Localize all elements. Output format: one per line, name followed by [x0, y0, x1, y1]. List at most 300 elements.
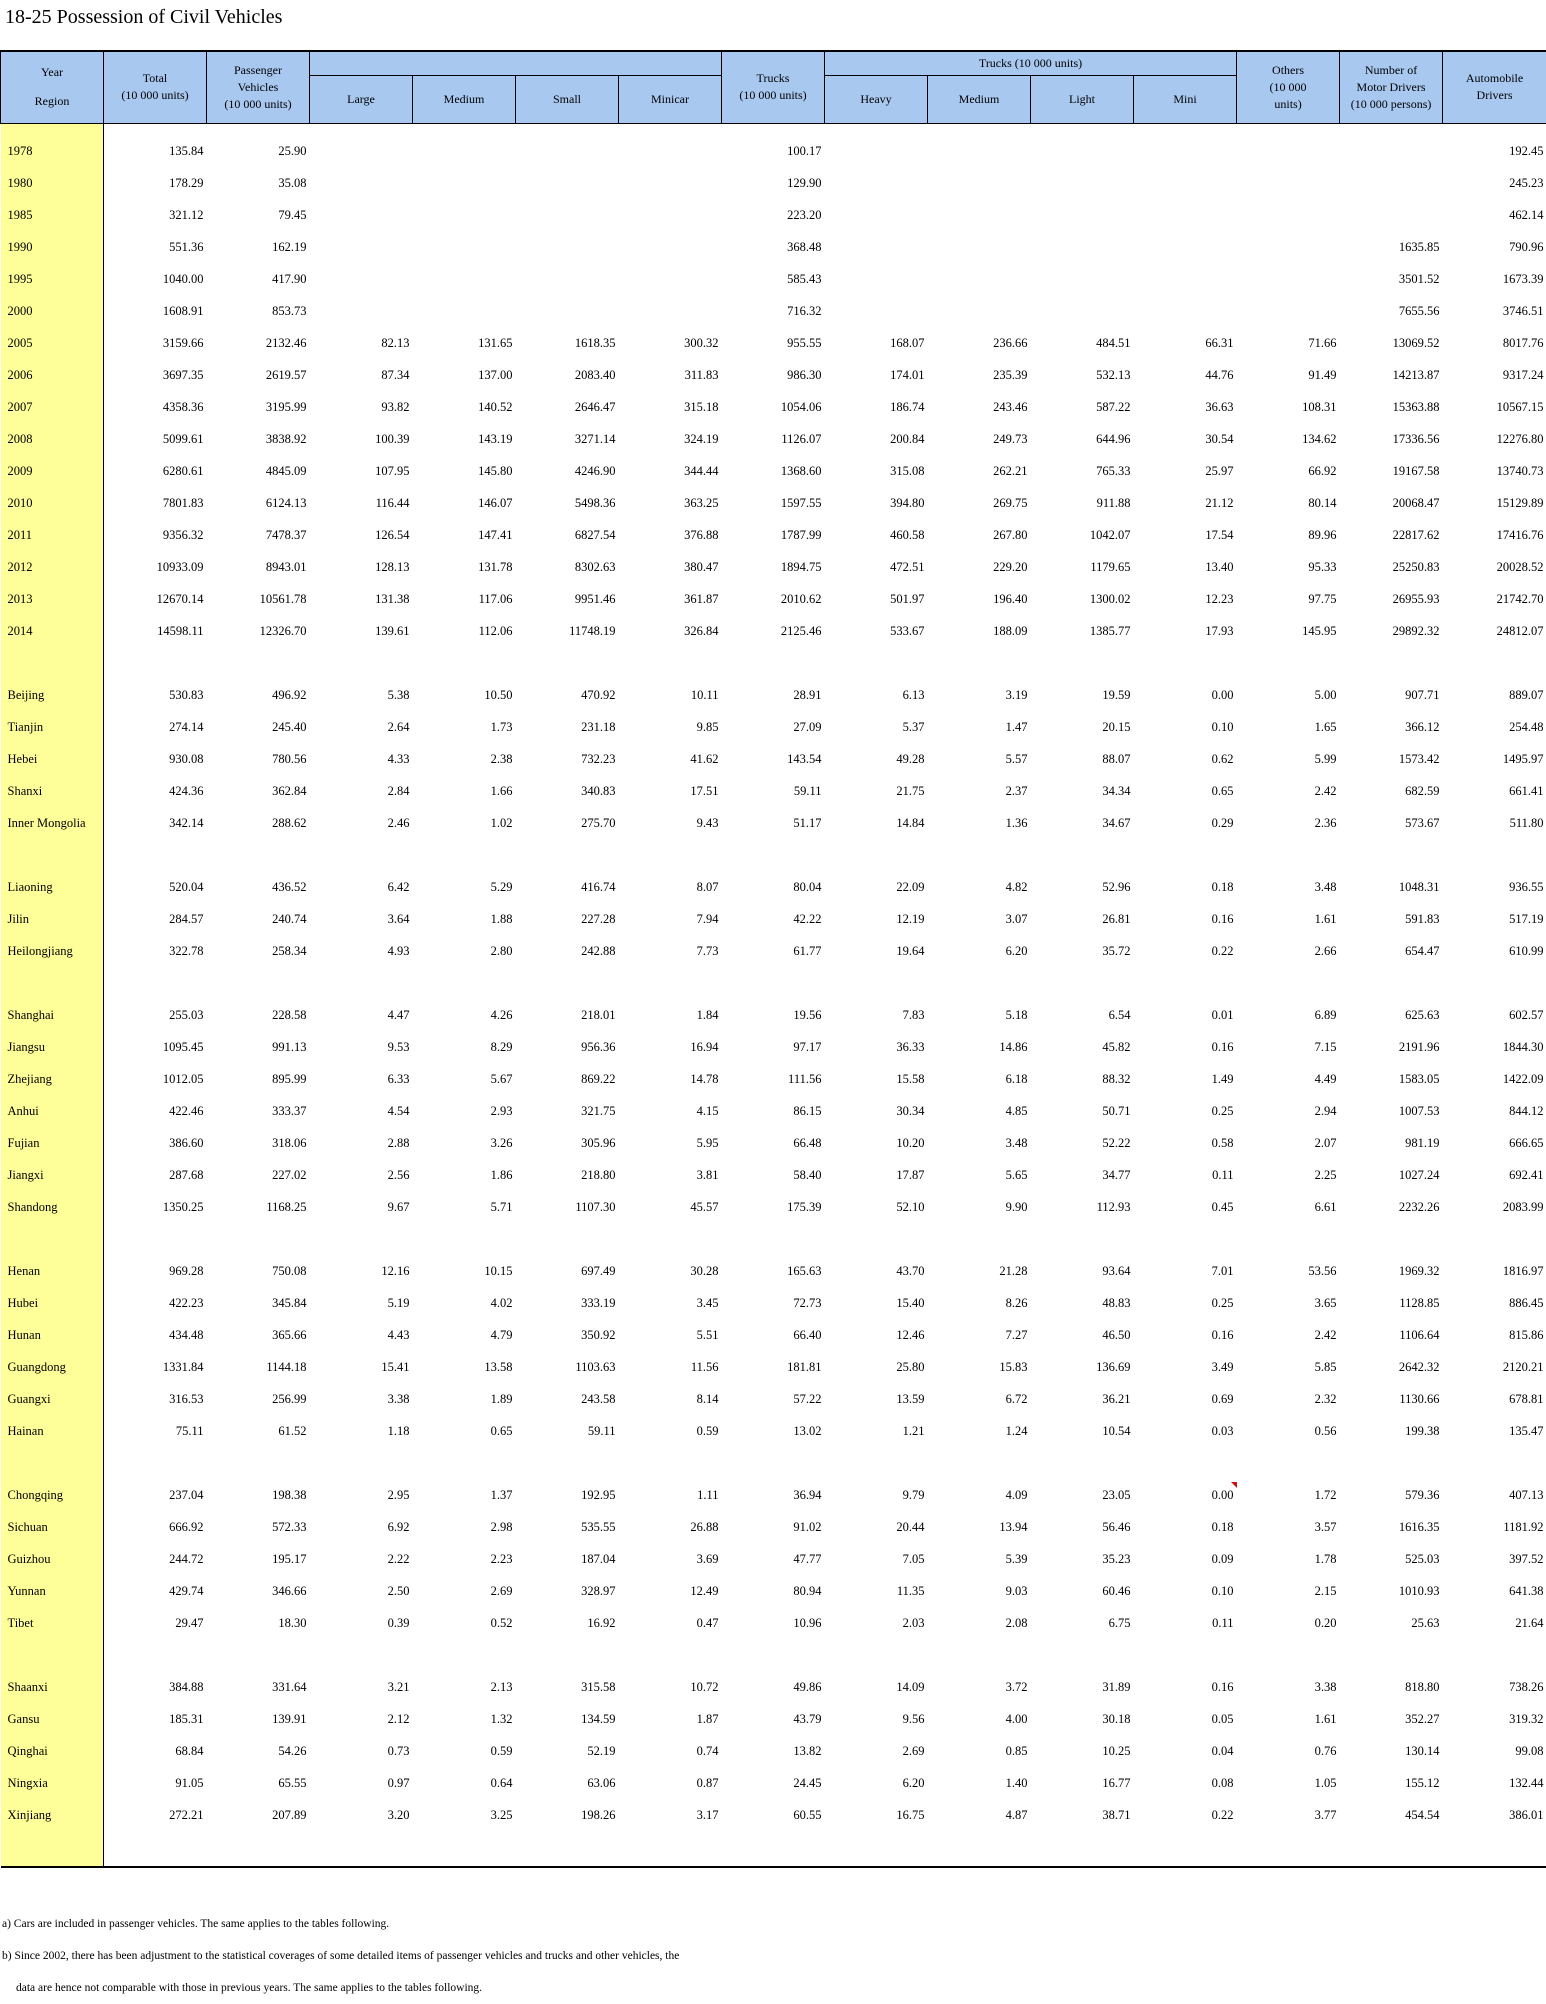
cell-mini: 0.08 [1134, 1768, 1237, 1800]
cell-light: 93.64 [1031, 1256, 1134, 1288]
cell-small: 328.97 [516, 1576, 619, 1608]
cell-label: Hebei [1, 744, 104, 776]
cell-minicar [619, 296, 722, 328]
cell-label: Anhui [1, 1096, 104, 1128]
cell-large: 5.19 [310, 1288, 413, 1320]
cell-trucks: 13.02 [722, 1416, 825, 1448]
cell-small: 218.80 [516, 1160, 619, 1192]
cell-others: 1.05 [1237, 1768, 1340, 1800]
cell-automobile-drivers: 2120.21 [1443, 1352, 1546, 1384]
cell-light: 532.13 [1031, 360, 1134, 392]
cell-medium: 112.06 [413, 616, 516, 648]
cell-automobile-drivers: 844.12 [1443, 1096, 1546, 1128]
cell-passenger-vehicles: 362.84 [207, 776, 310, 808]
header-trucks-group: Trucks (10 000 units) [825, 51, 1237, 75]
cell-truck-medium: 4.00 [928, 1704, 1031, 1736]
cell-heavy: 533.67 [825, 616, 928, 648]
cell-truck-medium: 269.75 [928, 488, 1031, 520]
cell-others: 2.25 [1237, 1160, 1340, 1192]
cell-motor-drivers: 1048.31 [1340, 872, 1443, 904]
spacer-row [1, 648, 1546, 680]
cell-trucks: 165.63 [722, 1256, 825, 1288]
cell-others: 2.42 [1237, 776, 1340, 808]
cell-medium: 137.00 [413, 360, 516, 392]
cell-light: 1300.02 [1031, 584, 1134, 616]
cell-passenger-vehicles: 3195.99 [207, 392, 310, 424]
cell-total: 5099.61 [104, 424, 207, 456]
cell-truck-medium [928, 136, 1031, 168]
cell-total: 255.03 [104, 1000, 207, 1032]
cell-label: Tianjin [1, 712, 104, 744]
cell-heavy [825, 200, 928, 232]
cell-others: 2.66 [1237, 936, 1340, 968]
cell-label: Yunnan [1, 1576, 104, 1608]
cell-medium [413, 136, 516, 168]
cell-trucks: 1368.60 [722, 456, 825, 488]
cell-large: 4.33 [310, 744, 413, 776]
cell-small: 9951.46 [516, 584, 619, 616]
cell-heavy: 20.44 [825, 1512, 928, 1544]
cell-medium: 1.32 [413, 1704, 516, 1736]
cell-total: 91.05 [104, 1768, 207, 1800]
cell-label: 2005 [1, 328, 104, 360]
cell-medium: 1.88 [413, 904, 516, 936]
cell-automobile-drivers: 99.08 [1443, 1736, 1546, 1768]
cell-heavy: 15.40 [825, 1288, 928, 1320]
cell-passenger-vehicles: 240.74 [207, 904, 310, 936]
cell-heavy: 394.80 [825, 488, 928, 520]
cell-heavy: 174.01 [825, 360, 928, 392]
cell-passenger-vehicles: 895.99 [207, 1064, 310, 1096]
cell-small: 2083.40 [516, 360, 619, 392]
cell-others: 66.92 [1237, 456, 1340, 488]
cell-motor-drivers: 1027.24 [1340, 1160, 1443, 1192]
footnote-b-continued: data are hence not comparable with those in previous years. The same applies to the tables following. [2, 1972, 679, 2004]
cell-minicar: 11.56 [619, 1352, 722, 1384]
cell-heavy: 11.35 [825, 1576, 928, 1608]
cell-passenger-vehicles: 7478.37 [207, 520, 310, 552]
cell-others: 71.66 [1237, 328, 1340, 360]
table-row [1, 1768, 1546, 1800]
cell-large: 3.21 [310, 1672, 413, 1704]
cell-light [1031, 200, 1134, 232]
cell-heavy: 315.08 [825, 456, 928, 488]
cell-motor-drivers: 1007.53 [1340, 1096, 1443, 1128]
cell-automobile-drivers: 692.41 [1443, 1160, 1546, 1192]
cell-trucks: 36.94 [722, 1480, 825, 1512]
cell-others: 4.49 [1237, 1064, 1340, 1096]
cell-others: 1.61 [1237, 904, 1340, 936]
cell-total: 1095.45 [104, 1032, 207, 1064]
cell-heavy: 12.46 [825, 1320, 928, 1352]
table-header [1, 51, 1546, 123]
cell-automobile-drivers: 936.55 [1443, 872, 1546, 904]
cell-heavy: 501.97 [825, 584, 928, 616]
cell-heavy: 5.37 [825, 712, 928, 744]
cell-truck-medium: 188.09 [928, 616, 1031, 648]
cell-small: 6827.54 [516, 520, 619, 552]
cell-mini [1134, 264, 1237, 296]
cell-total: 321.12 [104, 200, 207, 232]
cell-small: 350.92 [516, 1320, 619, 1352]
header-light: Light [1031, 75, 1134, 123]
cell-large: 3.64 [310, 904, 413, 936]
cell-total: 930.08 [104, 744, 207, 776]
cell-large: 128.13 [310, 552, 413, 584]
cell-total: 520.04 [104, 872, 207, 904]
cell-heavy: 14.84 [825, 808, 928, 840]
cell-motor-drivers: 2642.32 [1340, 1352, 1443, 1384]
cell-automobile-drivers: 1495.97 [1443, 744, 1546, 776]
cell-automobile-drivers: 1673.39 [1443, 264, 1546, 296]
cell-automobile-drivers: 610.99 [1443, 936, 1546, 968]
table-row [1, 1576, 1546, 1608]
cell-automobile-drivers: 386.01 [1443, 1800, 1546, 1832]
table-row [1, 424, 1546, 456]
cell-label: Sichuan [1, 1512, 104, 1544]
cell-label: 1990 [1, 232, 104, 264]
cell-heavy [825, 264, 928, 296]
cell-large [310, 200, 413, 232]
cell-trucks: 143.54 [722, 744, 825, 776]
cell-light: 52.96 [1031, 872, 1134, 904]
cell-label: 2010 [1, 488, 104, 520]
cell-motor-drivers: 22817.62 [1340, 520, 1443, 552]
cell-label: 2008 [1, 424, 104, 456]
cell-passenger-vehicles: 8943.01 [207, 552, 310, 584]
cell-others: 0.76 [1237, 1736, 1340, 1768]
cell-motor-drivers: 525.03 [1340, 1544, 1443, 1576]
spacer-row [1, 1224, 1546, 1256]
cell-total: 1012.05 [104, 1064, 207, 1096]
cell-light: 52.22 [1031, 1128, 1134, 1160]
cell-label: Hubei [1, 1288, 104, 1320]
cell-heavy: 14.09 [825, 1672, 928, 1704]
cell-small [516, 296, 619, 328]
cell-small: 2646.47 [516, 392, 619, 424]
cell-passenger-vehicles: 12326.70 [207, 616, 310, 648]
cell-motor-drivers: 682.59 [1340, 776, 1443, 808]
cell-motor-drivers: 29892.32 [1340, 616, 1443, 648]
cell-mini: 0.65 [1134, 776, 1237, 808]
cell-others: 3.65 [1237, 1288, 1340, 1320]
cell-light: 136.69 [1031, 1352, 1134, 1384]
cell-minicar: 9.43 [619, 808, 722, 840]
cell-medium: 5.71 [413, 1192, 516, 1224]
cell-light: 587.22 [1031, 392, 1134, 424]
cell-mini: 0.16 [1134, 1320, 1237, 1352]
cell-light [1031, 296, 1134, 328]
cell-motor-drivers: 155.12 [1340, 1768, 1443, 1800]
cell-light: 38.71 [1031, 1800, 1134, 1832]
cell-light: 1042.07 [1031, 520, 1134, 552]
cell-motor-drivers: 366.12 [1340, 712, 1443, 744]
cell-small: 315.58 [516, 1672, 619, 1704]
cell-truck-medium [928, 168, 1031, 200]
cell-truck-medium: 3.48 [928, 1128, 1031, 1160]
cell-truck-medium: 9.90 [928, 1192, 1031, 1224]
header-passenger-group [310, 51, 722, 75]
header-trucks: Trucks (10 000 units) [722, 51, 825, 123]
cell-motor-drivers: 907.71 [1340, 680, 1443, 712]
cell-medium: 4.02 [413, 1288, 516, 1320]
cell-small: 59.11 [516, 1416, 619, 1448]
cell-large: 2.84 [310, 776, 413, 808]
cell-total: 287.68 [104, 1160, 207, 1192]
cell-light: 644.96 [1031, 424, 1134, 456]
cell-medium: 1.89 [413, 1384, 516, 1416]
cell-heavy: 2.03 [825, 1608, 928, 1640]
cell-truck-medium [928, 200, 1031, 232]
cell-total: 422.46 [104, 1096, 207, 1128]
cell-motor-drivers: 352.27 [1340, 1704, 1443, 1736]
cell-passenger-vehicles: 65.55 [207, 1768, 310, 1800]
cell-minicar: 0.87 [619, 1768, 722, 1800]
cell-motor-drivers: 1969.32 [1340, 1256, 1443, 1288]
cell-mini: 30.54 [1134, 424, 1237, 456]
cell-light: 34.77 [1031, 1160, 1134, 1192]
cell-automobile-drivers: 17416.76 [1443, 520, 1546, 552]
cell-truck-medium: 13.94 [928, 1512, 1031, 1544]
table-row [1, 1032, 1546, 1064]
cell-truck-medium: 6.20 [928, 936, 1031, 968]
table-row [1, 328, 1546, 360]
cell-automobile-drivers: 517.19 [1443, 904, 1546, 936]
cell-motor-drivers: 17336.56 [1340, 424, 1443, 456]
cell-mini: 0.22 [1134, 936, 1237, 968]
cell-light: 1179.65 [1031, 552, 1134, 584]
table-row [1, 1704, 1546, 1736]
cell-automobile-drivers: 21.64 [1443, 1608, 1546, 1640]
cell-motor-drivers: 14213.87 [1340, 360, 1443, 392]
cell-label: Shanghai [1, 1000, 104, 1032]
cell-truck-medium: 3.72 [928, 1672, 1031, 1704]
header-medium: Medium [413, 75, 516, 123]
cell-motor-drivers: 199.38 [1340, 1416, 1443, 1448]
spacer-row [1, 1448, 1546, 1480]
cell-trucks: 60.55 [722, 1800, 825, 1832]
spacer-row [1, 968, 1546, 1000]
cell-truck-medium: 0.85 [928, 1736, 1031, 1768]
cell-automobile-drivers: 245.23 [1443, 168, 1546, 200]
cell-passenger-vehicles: 2619.57 [207, 360, 310, 392]
cell-passenger-vehicles: 25.90 [207, 136, 310, 168]
cell-small: 227.28 [516, 904, 619, 936]
cell-total: 29.47 [104, 1608, 207, 1640]
cell-minicar: 1.11 [619, 1480, 722, 1512]
cell-motor-drivers: 625.63 [1340, 1000, 1443, 1032]
cell-small: 11748.19 [516, 616, 619, 648]
cell-passenger-vehicles: 750.08 [207, 1256, 310, 1288]
cell-light: 6.75 [1031, 1608, 1134, 1640]
cell-light: 88.32 [1031, 1064, 1134, 1096]
cell-light: 26.81 [1031, 904, 1134, 936]
cell-large: 2.95 [310, 1480, 413, 1512]
cell-others: 5.00 [1237, 680, 1340, 712]
cell-small: 275.70 [516, 808, 619, 840]
cell-minicar: 344.44 [619, 456, 722, 488]
cell-light: 20.15 [1031, 712, 1134, 744]
cell-minicar: 361.87 [619, 584, 722, 616]
cell-medium: 2.80 [413, 936, 516, 968]
cell-minicar: 30.28 [619, 1256, 722, 1288]
cell-truck-medium: 4.85 [928, 1096, 1031, 1128]
cell-medium: 143.19 [413, 424, 516, 456]
cell-label: Jiangxi [1, 1160, 104, 1192]
cell-minicar: 7.73 [619, 936, 722, 968]
cell-trucks: 80.94 [722, 1576, 825, 1608]
cell-motor-drivers [1340, 168, 1443, 200]
header-mini: Mini [1134, 75, 1237, 123]
cell-automobile-drivers: 20028.52 [1443, 552, 1546, 584]
cell-motor-drivers: 818.80 [1340, 1672, 1443, 1704]
cell-mini: 0.18 [1134, 1512, 1237, 1544]
cell-total: 429.74 [104, 1576, 207, 1608]
cell-trucks: 2125.46 [722, 616, 825, 648]
cell-heavy: 16.75 [825, 1800, 928, 1832]
cell-heavy: 10.20 [825, 1128, 928, 1160]
cell-automobile-drivers: 462.14 [1443, 200, 1546, 232]
table-row [1, 680, 1546, 712]
cell-trucks: 181.81 [722, 1352, 825, 1384]
cell-mini: 17.54 [1134, 520, 1237, 552]
cell-large [310, 296, 413, 328]
cell-passenger-vehicles: 258.34 [207, 936, 310, 968]
cell-mini: 0.18 [1134, 872, 1237, 904]
cell-automobile-drivers: 678.81 [1443, 1384, 1546, 1416]
cell-minicar: 0.59 [619, 1416, 722, 1448]
cell-automobile-drivers: 15129.89 [1443, 488, 1546, 520]
cell-mini: 0.58 [1134, 1128, 1237, 1160]
cell-small: 231.18 [516, 712, 619, 744]
table-row [1, 136, 1546, 168]
cell-label: 2012 [1, 552, 104, 584]
cell-total: 316.53 [104, 1384, 207, 1416]
cell-small: 1103.63 [516, 1352, 619, 1384]
cell-others: 134.62 [1237, 424, 1340, 456]
cell-motor-drivers: 25.63 [1340, 1608, 1443, 1640]
cell-passenger-vehicles: 6124.13 [207, 488, 310, 520]
cell-heavy: 6.13 [825, 680, 928, 712]
cell-label: 2009 [1, 456, 104, 488]
cell-small: 732.23 [516, 744, 619, 776]
cell-mini: 1.49 [1134, 1064, 1237, 1096]
cell-automobile-drivers: 641.38 [1443, 1576, 1546, 1608]
cell-passenger-vehicles: 333.37 [207, 1096, 310, 1128]
cell-minicar: 41.62 [619, 744, 722, 776]
cell-total: 386.60 [104, 1128, 207, 1160]
cell-minicar: 10.11 [619, 680, 722, 712]
cell-light: 31.89 [1031, 1672, 1134, 1704]
header-passenger-vehicles: Passenger Vehicles (10 000 units) [207, 51, 310, 123]
comment-flag-icon[interactable] [1231, 1482, 1237, 1488]
cell-automobile-drivers: 397.52 [1443, 1544, 1546, 1576]
cell-large: 82.13 [310, 328, 413, 360]
cell-medium: 140.52 [413, 392, 516, 424]
cell-truck-medium [928, 232, 1031, 264]
cell-motor-drivers [1340, 200, 1443, 232]
cell-motor-drivers: 579.36 [1340, 1480, 1443, 1512]
cell-mini: 66.31 [1134, 328, 1237, 360]
cell-minicar: 26.88 [619, 1512, 722, 1544]
cell-total: 14598.11 [104, 616, 207, 648]
cell-minicar: 1.84 [619, 1000, 722, 1032]
header-large: Large [310, 75, 413, 123]
cell-others: 5.85 [1237, 1352, 1340, 1384]
table-row [1, 296, 1546, 328]
cell-others: 6.89 [1237, 1000, 1340, 1032]
cell-automobile-drivers: 132.44 [1443, 1768, 1546, 1800]
cell-passenger-vehicles: 79.45 [207, 200, 310, 232]
cell-minicar: 376.88 [619, 520, 722, 552]
table-row [1, 1128, 1546, 1160]
cell-large: 9.53 [310, 1032, 413, 1064]
cell-minicar: 3.17 [619, 1800, 722, 1832]
cell-truck-medium [928, 264, 1031, 296]
cell-others: 3.38 [1237, 1672, 1340, 1704]
cell-others: 0.20 [1237, 1608, 1340, 1640]
cell-passenger-vehicles: 345.84 [207, 1288, 310, 1320]
cell-minicar: 324.19 [619, 424, 722, 456]
cell-total: 530.83 [104, 680, 207, 712]
cell-heavy: 17.87 [825, 1160, 928, 1192]
cell-small [516, 232, 619, 264]
cell-medium: 13.58 [413, 1352, 516, 1384]
cell-large: 2.46 [310, 808, 413, 840]
cell-small: 3271.14 [516, 424, 619, 456]
cell-medium: 1.86 [413, 1160, 516, 1192]
cell-label: 1978 [1, 136, 104, 168]
cell-automobile-drivers: 738.26 [1443, 1672, 1546, 1704]
cell-large: 126.54 [310, 520, 413, 552]
cell-light: 48.83 [1031, 1288, 1134, 1320]
cell-truck-medium: 1.36 [928, 808, 1031, 840]
cell-passenger-vehicles: 1144.18 [207, 1352, 310, 1384]
cell-truck-medium: 249.73 [928, 424, 1031, 456]
cell-small: 63.06 [516, 1768, 619, 1800]
cell-light: 88.07 [1031, 744, 1134, 776]
cell-heavy: 19.64 [825, 936, 928, 968]
cell-trucks: 1787.99 [722, 520, 825, 552]
cell-total: 7801.83 [104, 488, 207, 520]
cell-large: 4.47 [310, 1000, 413, 1032]
cell-others: 108.31 [1237, 392, 1340, 424]
cell-small: 697.49 [516, 1256, 619, 1288]
cell-total: 68.84 [104, 1736, 207, 1768]
cell-label: 1980 [1, 168, 104, 200]
cell-mini: 0.69 [1134, 1384, 1237, 1416]
cell-label: Xinjiang [1, 1800, 104, 1832]
cell-large: 4.93 [310, 936, 413, 968]
cell-small: 16.92 [516, 1608, 619, 1640]
cell-trucks: 223.20 [722, 200, 825, 232]
cell-total: 12670.14 [104, 584, 207, 616]
cell-trucks: 2010.62 [722, 584, 825, 616]
cell-mini: 0.11 [1134, 1608, 1237, 1640]
cell-medium: 2.69 [413, 1576, 516, 1608]
cell-label: Chongqing [1, 1480, 104, 1512]
cell-medium: 145.80 [413, 456, 516, 488]
cell-motor-drivers: 454.54 [1340, 1800, 1443, 1832]
cell-large: 4.54 [310, 1096, 413, 1128]
cell-trucks: 86.15 [722, 1096, 825, 1128]
cell-minicar: 5.95 [619, 1128, 722, 1160]
cell-trucks: 1597.55 [722, 488, 825, 520]
cell-trucks: 1126.07 [722, 424, 825, 456]
cell-trucks: 100.17 [722, 136, 825, 168]
cell-truck-medium: 6.72 [928, 1384, 1031, 1416]
cell-automobile-drivers: 661.41 [1443, 776, 1546, 808]
